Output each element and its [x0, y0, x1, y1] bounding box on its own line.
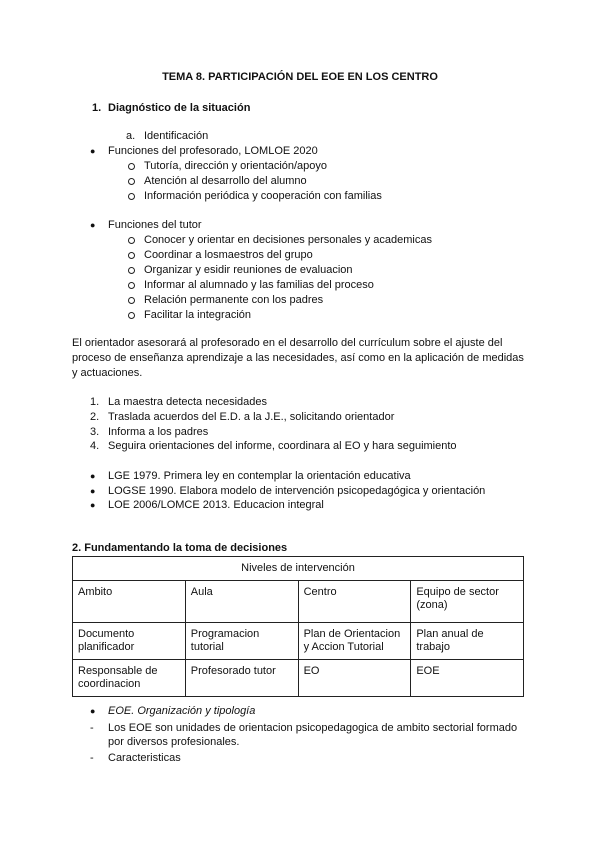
- bullet-icon: ●: [90, 146, 96, 156]
- list-item: Atención al desarrollo del alumno: [144, 175, 307, 187]
- page-title: TEMA 8. PARTICIPACIÓN DEL EOE EN LOS CENTRO: [162, 71, 438, 83]
- dash-icon: -: [90, 752, 94, 764]
- funciones-tutor-label: Funciones del tutor: [108, 219, 202, 231]
- circle-bullet-icon: [128, 178, 135, 185]
- orientador-paragraph: El orientador asesorará al profesorado en el desarrollo del currículum sobre el ajuste del proceso de enseñanza aprendizaje a las necesidades, así como en la aplicación de medidas y actuaciones.: [72, 337, 524, 379]
- section-1-heading: Diagnóstico de la situación: [108, 102, 251, 114]
- table-caption: Niveles de intervención: [73, 557, 524, 581]
- circle-bullet-icon: [128, 252, 135, 259]
- table-header-row: [73, 581, 524, 623]
- step-text: Seguira orientaciones del informe, coordinara al EO y hara seguimiento: [108, 440, 457, 452]
- table-header-cell: Centro: [298, 581, 411, 623]
- list-item: Información periódica y cooperación con familias: [144, 190, 382, 202]
- circle-bullet-icon: [128, 297, 135, 304]
- step-number: 3.: [90, 426, 100, 438]
- table-cell: Plan anual de trabajo: [411, 623, 524, 660]
- eoe-caracteristicas: Caracteristicas: [108, 752, 181, 764]
- table-cell: Profesorado tutor: [185, 660, 298, 697]
- section-2-heading: 2. Fundamentando la toma de decisiones: [72, 542, 288, 554]
- table-cell: Programacion tutorial: [185, 623, 298, 660]
- sub-a-text: Identificación: [144, 130, 209, 142]
- step-text: La maestra detecta necesidades: [108, 396, 267, 408]
- section-1-number: 1.: [92, 102, 102, 114]
- list-item: Facilitar la integración: [144, 309, 251, 321]
- circle-bullet-icon: [128, 163, 135, 170]
- bullet-icon: ●: [90, 220, 96, 230]
- bullet-icon: ●: [90, 706, 96, 716]
- table-cell: Documento planificador: [73, 623, 186, 660]
- list-item: Tutoría, dirección y orientación/apoyo: [144, 160, 328, 172]
- table-row: [73, 660, 524, 697]
- circle-bullet-icon: [128, 237, 135, 244]
- law-item: LOGSE 1990. Elabora modelo de intervención psicopedagógica y orientación: [108, 485, 486, 497]
- step-number: 1.: [90, 396, 100, 408]
- law-item: LGE 1979. Primera ley en contemplar la orientación educativa: [108, 470, 411, 482]
- table-caption-row: [73, 557, 524, 581]
- circle-bullet-icon: [128, 282, 135, 289]
- table-header-cell: Equipo de sector (zona): [411, 581, 524, 623]
- funciones-profesorado-label: Funciones del profesorado, LOMLOE 2020: [108, 145, 318, 157]
- circle-bullet-icon: [128, 193, 135, 200]
- levels-table: [72, 556, 524, 697]
- list-item: Coordinar a losmaestros del grupo: [144, 249, 313, 261]
- list-item: Informar al alumnado y las familias del proceso: [144, 279, 374, 291]
- step-number: 4.: [90, 440, 100, 452]
- table-cell: EOE: [411, 660, 524, 697]
- circle-bullet-icon: [128, 312, 135, 319]
- circle-bullet-icon: [128, 267, 135, 274]
- step-text: Informa a los padres: [108, 426, 209, 438]
- table-cell: Plan de Orientacion y Accion Tutorial: [298, 623, 411, 660]
- bullet-icon: ●: [90, 471, 96, 481]
- list-item: Organizar y esidir reuniones de evaluacion: [144, 264, 353, 276]
- law-item: LOE 2006/LOMCE 2013. Educacion integral: [108, 499, 324, 511]
- table-cell: Responsable de coordinacion: [73, 660, 186, 697]
- table-header-cell: Ambito: [73, 581, 186, 623]
- table-header-cell: Aula: [185, 581, 298, 623]
- sub-a-marker: a.: [126, 130, 136, 142]
- bullet-icon: ●: [90, 486, 96, 496]
- step-number: 2.: [90, 411, 100, 423]
- list-item: Conocer y orientar en decisiones personales y academicas: [144, 234, 432, 246]
- list-item: Relación permanente con los padres: [144, 294, 324, 306]
- table-row: [73, 623, 524, 660]
- dash-icon: -: [90, 722, 94, 734]
- eoe-description: Los EOE son unidades de orientacion psicopedagogica de ambito sectorial formado por diversos profesionales.: [108, 722, 518, 748]
- table-cell: EO: [298, 660, 411, 697]
- eoe-heading: EOE. Organización y tipología: [108, 705, 256, 717]
- bullet-icon: ●: [90, 500, 96, 510]
- step-text: Traslada acuerdos del E.D. a la J.E., solicitando orientador: [108, 411, 395, 423]
